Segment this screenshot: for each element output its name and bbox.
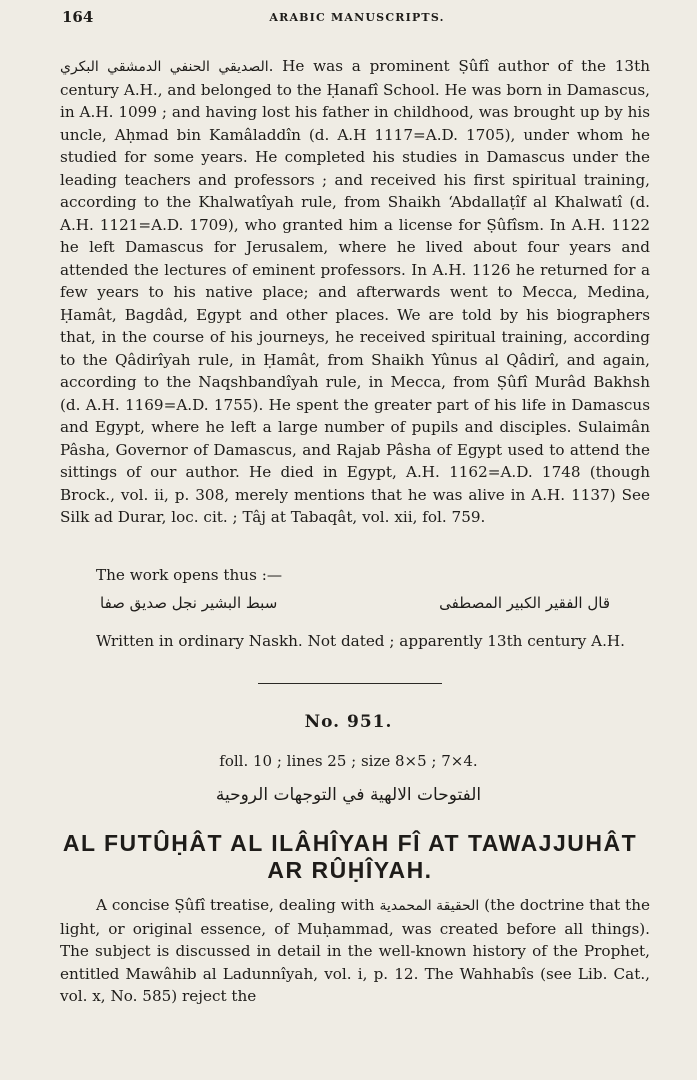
opens-thus: The work opens thus :— <box>96 566 283 584</box>
arabic-opening-line <box>60 594 650 622</box>
arabic-opening-right: قال الفقير الكبير المصطفى <box>439 594 610 612</box>
script-note: Written in ordinary Naskh. Not dated ; apparently 13th century A.H. <box>96 632 625 650</box>
arabic-title: الفتوحات الالهية في التوجهات الروحية <box>215 785 482 805</box>
arabic-term: الحقيقة المحمدية <box>379 898 480 914</box>
previous-entry-paragraph <box>60 55 650 529</box>
section-divider <box>258 683 442 684</box>
description-start: A concise Ṣûfî treatise, dealing with <box>96 896 375 914</box>
biography-text: . He was a prominent Ṣûfî author of the 13th century A.H., and belonged to the Ḥanafî School. He was born in Damascus, in A.H. 1099 ; and having lost his father in childhood, was brought up by his uncle, Aḥmad bin Kamâladdîn (d. A.H 1117=A.D. 1705), under whom he studied for some years. He completed his studies in Damascus under the leading teachers and professors ; and received his first spiritual training, according to the Khalwatîyah rule, from Shaikh ‘Abdallaṭîf al Khalwatî (d. A.H. 1121=A.D. 1709), who granted him a license for Ṣûfîsm. In A.H. 1122 he left Damascus for Jerusalem, where he lived about four years and attended the lectures of eminent professors. In A.H. 1126 he returned for a few years to his native place; and afterwards went to Mecca, Medina, Ḥamât, Bagdâd, Egypt and other places. We are told by his biographers that, in the course of his journeys, he received spiritual training, according to the Qâdirîyah rule, in Ḥamât, from Shaikh Yûnus al Qâdirî, and again, according to the Naqshbandîyah rule, in Mecca, from Ṣûfî Murâd Bakhsh (d. A.H. 1169=A.D. 1755). He spent the greater part of his life in Damascus and Egypt, where he left a large number of pupils and disciples. Sulaimân Pâsha, Governor of Damascus, and Rajab Pâsha of Egypt used to attend the sittings of our author. He died in Egypt, A.H. 1162=A.D. 1748 (though Brock., vol. ii, p. 308, merely mentions that he was alive in A.H. 1137) See Silk ad Durar, loc. cit. ; Tâj at Tabaqât, vol. xii, fol. 759. <box>60 57 650 526</box>
description-rest: (the doctrine that the light, or original essence, of Muḥammad, was created before all things). The subject is discussed in detail in the well-known history of the Prophet, entitled Mawâhib al Ladunnîyah, vol. i, p. 12. The Wahhabîs (see Lib. Cat., vol. x, No. 585) reject the <box>60 896 651 1005</box>
entry-title: AL FUTÛḤÂT AL ILÂHÎYAH FÎ AT TAWAJJUHÂT AR RÛḤÎYAH. <box>62 830 638 883</box>
page-header <box>62 8 652 30</box>
folio-info: foll. 10 ; lines 25 ; size 8×5 ; 7×4. <box>219 752 478 770</box>
running-title: ARABIC MANUSCRIPTS. <box>269 11 445 24</box>
entry-description <box>60 894 650 1008</box>
entry-number: No. 951. <box>304 712 393 732</box>
arabic-author-name: الصديقي الحنفي الدمشقي البكري <box>60 59 269 75</box>
page-number: 164 <box>62 8 94 26</box>
arabic-opening-left: سبط البشير نجل صديق صفا <box>100 594 278 612</box>
